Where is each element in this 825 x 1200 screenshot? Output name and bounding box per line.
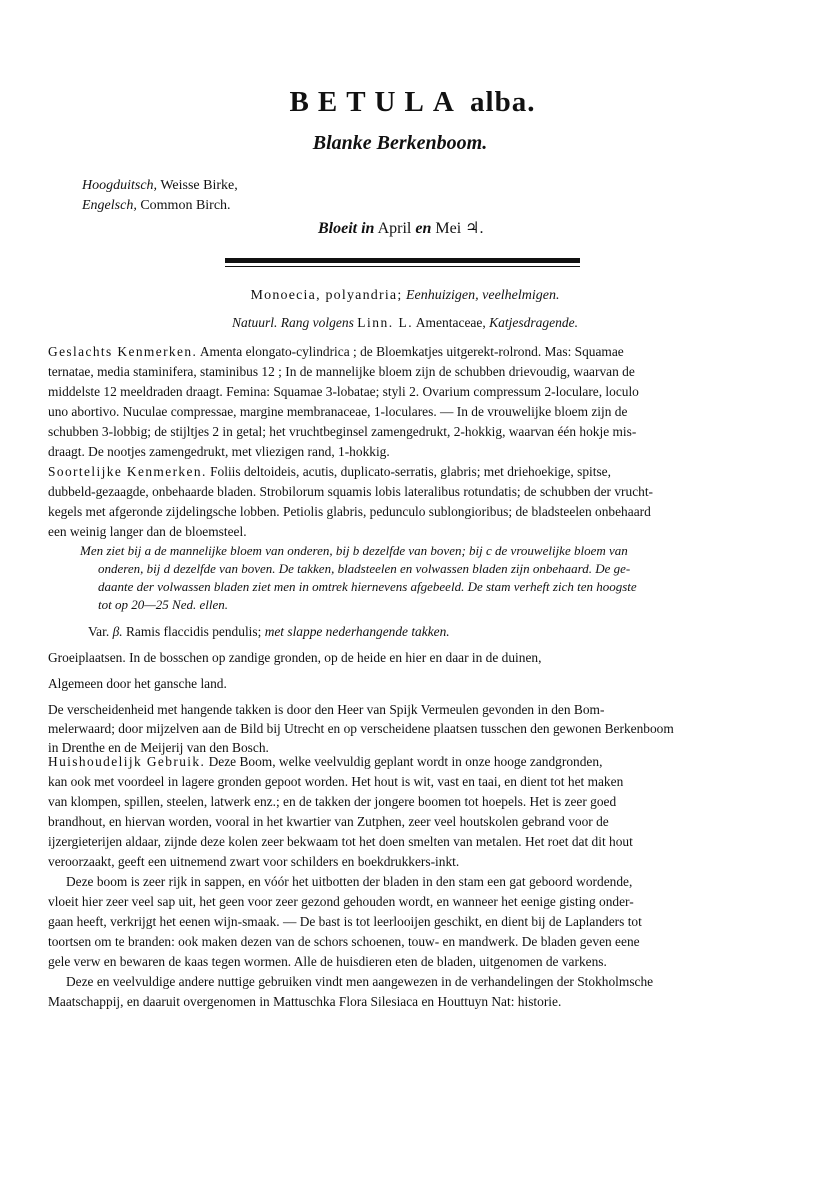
household-line: toortsen om te branden: ook maken dezen van de schors schoenen, touw- en mandwerk. De bladen geven eene bbox=[48, 934, 640, 949]
german-value: Weisse Birke, bbox=[160, 178, 238, 193]
variety-line bbox=[88, 622, 813, 641]
genus-line: uno abortivo. Nuculae compressae, margine membranaceae, 1-loculares. — In de vrouwelijke bloem zijn de bbox=[48, 404, 628, 419]
household-line: gaan heeft, verkrijgt het eenen wijn-smaak. — De bast is tot leerlooijen geschikt, en dient bij de Laplanders tot bbox=[48, 914, 642, 929]
sexual-class: Monoecia, polyandria; bbox=[250, 288, 403, 303]
sexual-classification bbox=[0, 288, 810, 304]
figure-note-line: onderen, bij d dezelfde van boven. De takken, bladsteelen en volwassen bladen zijn onbehaard. De ge- bbox=[98, 561, 631, 576]
genus-name: BETULA bbox=[289, 86, 463, 118]
family-dutch: Katjesdragende. bbox=[489, 315, 579, 330]
dutch-common-name: Blanke Berkenboom. bbox=[312, 132, 488, 154]
species-name: alba. bbox=[470, 86, 536, 118]
species-line-text: Foliis deltoideis, acutis, duplicato-serratis, glabris; met driehoekige, spitse, bbox=[210, 464, 611, 479]
english-name-row bbox=[82, 196, 238, 216]
genus-line: middelste 12 meeldraden draagt. Femina: Squamae 3-lobatae; styli 2. Ovarium compressum 2-loculare, loculo bbox=[48, 384, 639, 399]
variety-dutch: met slappe nederhangende takken. bbox=[264, 624, 450, 639]
genus-heading: Geslachts Kenmerken. bbox=[48, 344, 198, 359]
title-divider bbox=[225, 258, 580, 267]
species-line bbox=[48, 462, 611, 481]
household-line: brandhout, en hiervan worden, vooral in het kwartier van Zutphen, zeer veel houtskolen gebrand voor de bbox=[48, 814, 609, 829]
linnaeus-ref: Linn. L. bbox=[357, 315, 414, 330]
figure-note-line: daante der volwassen bladen ziet men in omtrek hiernevens afgebeeld. De stam verheft zich ten hoogste bbox=[98, 579, 637, 594]
family-name: Amentaceae, bbox=[415, 315, 486, 330]
household-line: Deze boom is zeer rijk in sappen, en vóór het uitbotten der bladen in den stam een gat geboord wordende, bbox=[66, 874, 633, 889]
household-line: kan ook met voordeel in lagere gronden gepoot worden. Het hout is wit, vast en taai, en dient tot het maken bbox=[48, 774, 624, 789]
household-line: veroorzaakt, geeft een uitnemend zwart voor schilders en boekdrukkers-inkt. bbox=[48, 854, 460, 869]
natural-rank bbox=[0, 315, 810, 331]
genus-line: ternatae, media staminifera, staminibus 12 ; In de mannelijke bloem zijn de schubben drievoudig, waarvan de bbox=[48, 364, 635, 379]
perennial-symbol: ♃. bbox=[465, 220, 484, 237]
bloom-conjunction: en bbox=[415, 220, 432, 237]
variety-latin: Ramis flaccidis pendulis; bbox=[125, 624, 262, 639]
species-line: dubbeld-gezaagde, onbehaarde bladen. Strobilorum squamis lobis lateralibus rotundatis; de schubben der vrucht- bbox=[48, 484, 654, 499]
distribution-text: Algemeen door het gansche land. bbox=[48, 676, 227, 691]
household-line: gele verw en bewaren de kaas tegen wormen. Alle de huisdieren eten de bladen, uitgenomen de varkens. bbox=[48, 954, 607, 969]
household-line-text: Deze Boom, welke veelvuldig geplant wordt in onze hooge zandgronden, bbox=[208, 754, 603, 769]
divider-thin-line bbox=[225, 266, 580, 267]
genus-line-text: Amenta elongato-cylindrica ; de Bloemkatjes uitgerekt-rolrond. Mas: Squamae bbox=[199, 344, 624, 359]
bloom-period bbox=[318, 218, 483, 238]
species-line: een weinig langer dan de bloemsteel. bbox=[48, 524, 247, 539]
household-line: Maatschappij, en daaruit overgenomen in Mattuschka Flora Silesiaca en Houttuyn Nat: historie. bbox=[48, 994, 562, 1009]
english-value: Common Birch. bbox=[140, 198, 231, 213]
species-line: kegels met afgeronde zijdelingsche lobben. Petiolis glabris, pedunculo sublongioribus; de bladsteelen onbehaard bbox=[48, 504, 651, 519]
variety-label: Var. bbox=[88, 624, 110, 639]
page-title bbox=[0, 86, 825, 119]
figure-note-line: Men ziet bij a de mannelijke bloem van onderen, bij b dezelfde van boven; bij c de vrouwelijke bloem van bbox=[80, 543, 628, 558]
household-line: van klompen, spillen, steelen, latwerk enz.; en de takken der jongere boomen tot hoepels. Het is zeer goed bbox=[48, 794, 617, 809]
sexual-class-dutch: Eenhuizigen, veelhelmigen. bbox=[405, 288, 560, 303]
household-line: ijzergieterijen aldaar, zijnde deze kolen zeer bekwaam tot het doen smelten van metalen. Het roet dat dit hout bbox=[48, 834, 633, 849]
household-line: Deze en veelvuldige andere nuttige gebruiken vindt men aangewezen in de verhandelingen der Stokholmsche bbox=[66, 974, 654, 989]
household-line bbox=[48, 752, 602, 771]
figure-note-line: tot op 20—25 Ned. ellen. bbox=[98, 597, 228, 612]
species-heading: Soortelijke Kenmerken. bbox=[48, 464, 207, 479]
variety-note-line: melerwaard; door mijzelven aan de Bild bij Utrecht en op verscheidene plaatsen tusschen den gewonen Berkenboom bbox=[48, 721, 674, 736]
household-line: vloeit hier zeer veel sap uit, het geen voor zeer gezond gehouden wordt, en wanneer het eenige gisting onder- bbox=[48, 894, 634, 909]
bloom-prefix: Bloeit in bbox=[318, 220, 375, 237]
habitat-heading: Groeiplaatsen. bbox=[48, 650, 126, 665]
english-label: Engelsch, bbox=[82, 198, 137, 213]
genus-line: draagt. De nootjes zamengedrukt, met vliezigen rand, 1-hokkig. bbox=[48, 444, 390, 459]
habitat-line bbox=[48, 648, 541, 667]
genus-line bbox=[48, 342, 624, 361]
german-name-row bbox=[82, 176, 238, 196]
bloom-month-1: April bbox=[377, 220, 412, 237]
habitat-text: In de bosschen op zandige gronden, op de heide en hier en daar in de duinen, bbox=[129, 650, 542, 665]
household-heading: Huishoudelijk Gebruik. bbox=[48, 754, 206, 769]
german-label: Hoogduitsch, bbox=[82, 178, 158, 193]
rank-prefix: Natuurl. Rang volgens bbox=[231, 315, 354, 330]
variety-note-line: De verscheidenheid met hangende takken is door den Heer van Spijk Vermeulen gevonden in den Bom- bbox=[48, 702, 605, 717]
genus-line: schubben 3-lobbig; de stijltjes 2 in getal; het vruchtbeginsel zamengedrukt, 2-hokkig, waarvan één hokje mis- bbox=[48, 424, 637, 439]
foreign-names bbox=[82, 176, 238, 216]
variety-symbol: β. bbox=[112, 624, 123, 639]
divider-thick-line bbox=[225, 258, 580, 263]
variety-note-line: in Drenthe en de Meijerij van den Bosch. bbox=[48, 740, 269, 755]
bloom-month-2: Mei bbox=[435, 220, 462, 237]
